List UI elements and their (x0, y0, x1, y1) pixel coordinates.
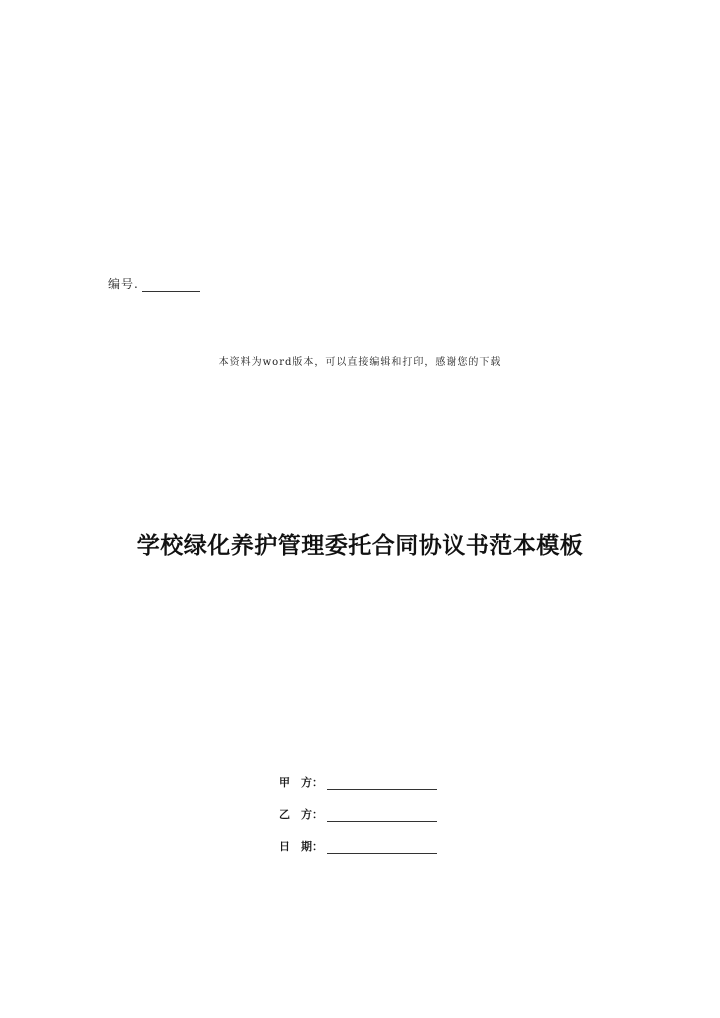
document-title: 学校绿化养护管理委托合同协议书范本模板 (136, 532, 584, 559)
document-number (108, 276, 200, 292)
date-row (279, 834, 437, 854)
date-label: 日 期： (279, 840, 323, 853)
document-number-label: 编号. (108, 277, 139, 291)
download-notice: 本资料为word版本，可以直接编辑和打印，感谢您的下载 (218, 357, 502, 368)
signature-block (279, 770, 437, 866)
party-b-blank (327, 809, 437, 822)
party-a-label: 甲 方： (279, 776, 323, 789)
party-a-row (279, 770, 437, 790)
date-blank (327, 841, 437, 854)
document-number-blank (142, 280, 200, 292)
party-a-blank (327, 777, 437, 790)
party-b-row (279, 802, 437, 822)
party-b-label: 乙 方： (279, 808, 323, 821)
